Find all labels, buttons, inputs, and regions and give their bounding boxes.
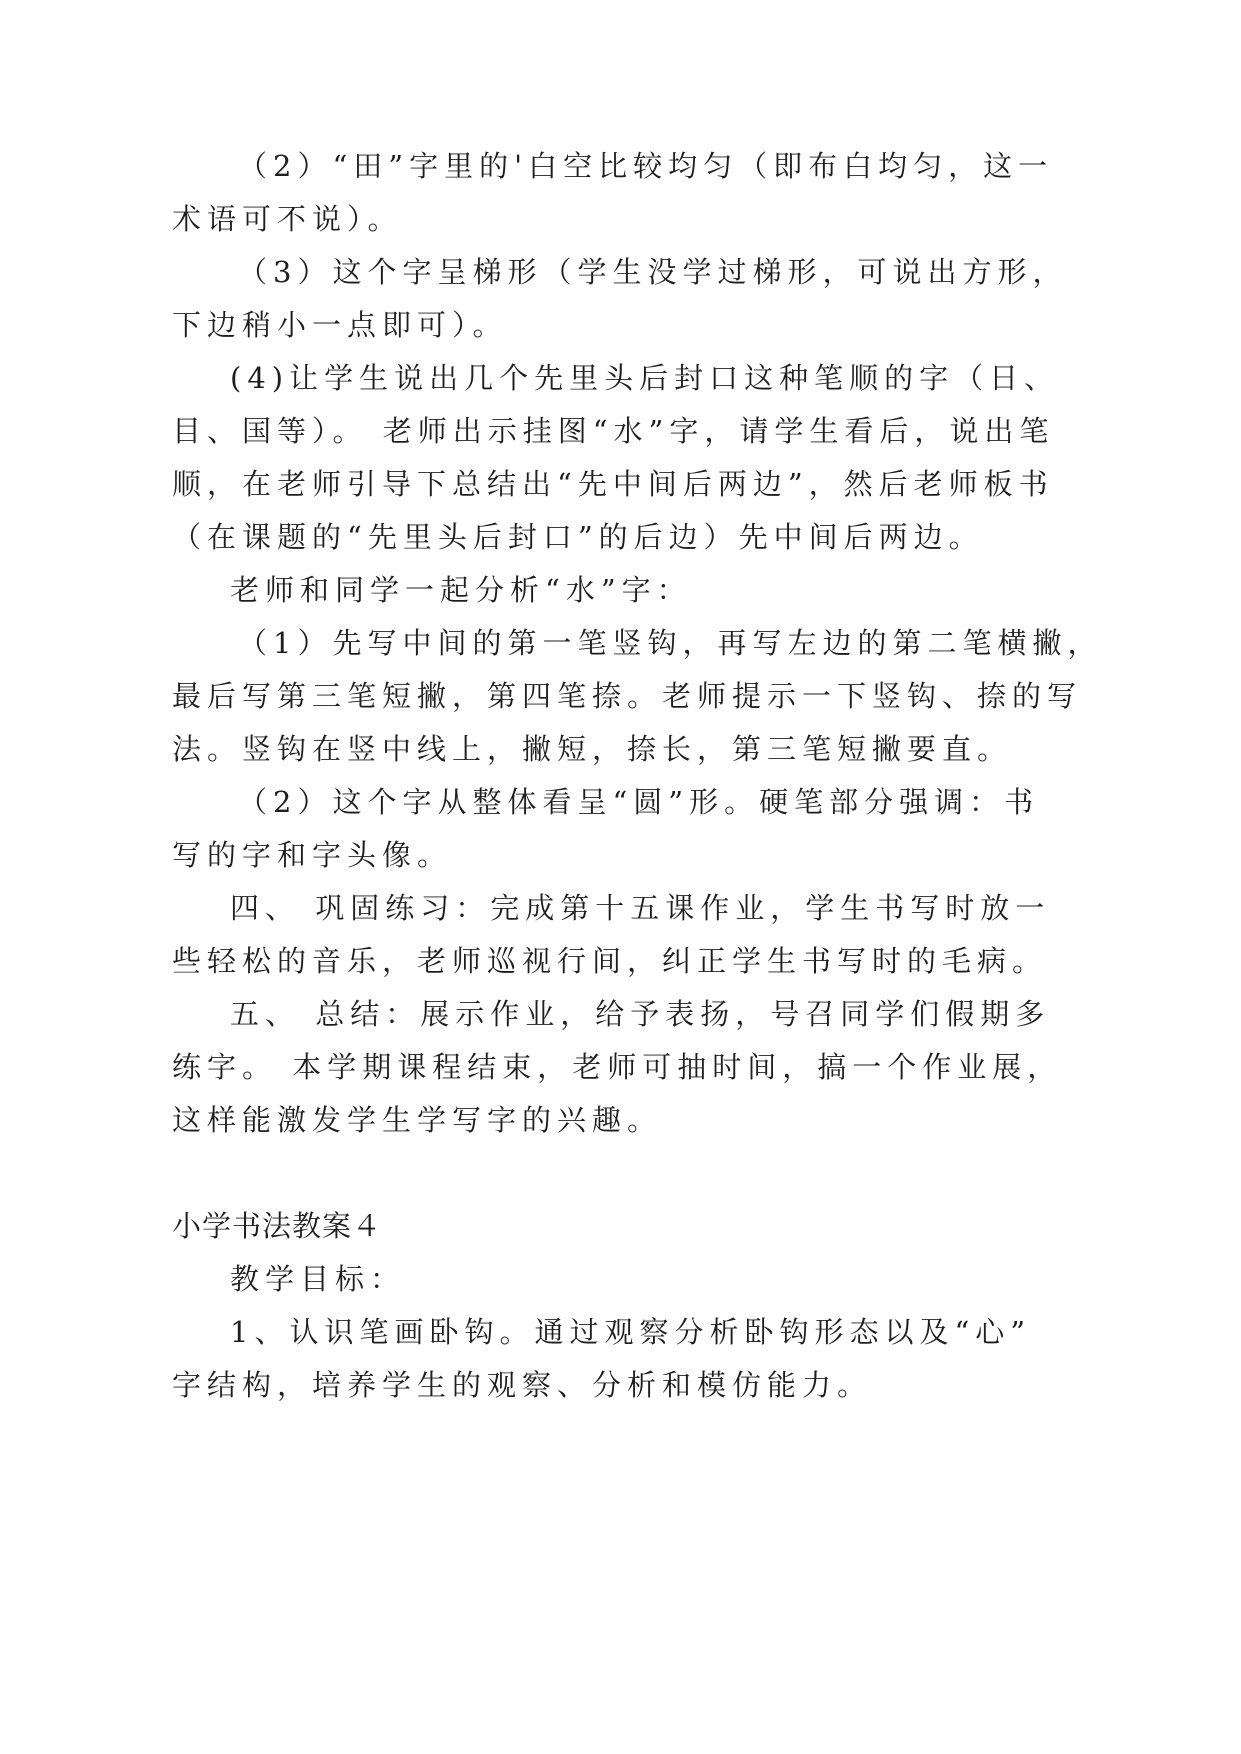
paragraph-line: 顺，在老师引导下总结出“先中间后两边”，然后老师板书 bbox=[172, 467, 1054, 501]
paragraph-line: 下边稍小一点即可）。 bbox=[172, 308, 508, 342]
paragraph-line: （在课题的“先里头后封口”的后边）先中间后两边。 bbox=[172, 520, 984, 554]
paragraph-line: 写的字和字头像。 bbox=[172, 838, 453, 872]
paragraph-line: （1）先写中间的第一笔竖钩，再写左边的第二笔横撇， bbox=[238, 626, 1103, 660]
section-title: 小学书法教案４ bbox=[172, 1209, 383, 1243]
paragraph-line: 些轻松的音乐，老师巡视行间，纠正学生书写时的毛病。 bbox=[172, 944, 1048, 978]
paragraph-line: (4)让学生说出几个先里头后封口这种笔顺的字（日、 bbox=[230, 361, 1060, 395]
paragraph-line: （2）这个字从整体看呈“圆”形。硬笔部分强调：书 bbox=[238, 785, 1040, 819]
paragraph-line: 五、 总结：展示作业，给予表扬，号召同学们假期多 bbox=[230, 997, 1051, 1031]
paragraph-line: 目、国等）。 老师出示挂图“水”字，请学生看后，说出笔 bbox=[172, 414, 1055, 448]
paragraph-line: （3）这个字呈梯形（学生没学过梯形，可说出方形， bbox=[238, 255, 1068, 289]
paragraph-line: 老师和同学一起分析“水”字： bbox=[230, 573, 692, 607]
paragraph-line: （2）“田”字里的'白空比较均匀（即布白均匀，这一 bbox=[238, 149, 1054, 183]
paragraph-line: 最后写第三笔短撇，第四笔捺。老师提示一下竖钩、捺的写 bbox=[172, 679, 1083, 713]
paragraph-line: 1、认识笔画卧钩。通过观察分析卧钩形态以及“心” bbox=[230, 1315, 1032, 1349]
paragraph-line: 字结构，培养学生的观察、分析和模仿能力。 bbox=[172, 1368, 873, 1402]
paragraph-line: 四、 巩固练习：完成第十五课作业，学生书写时放一 bbox=[230, 891, 1051, 925]
paragraph-line: 练字。 本学期课程结束，老师可抽时间，搞一个作业展， bbox=[172, 1050, 1063, 1084]
paragraph-line: 术语可不说）。 bbox=[172, 202, 403, 236]
paragraph-line: 法。竖钩在竖中线上，撇短，捺长，第三笔短撇要直。 bbox=[172, 732, 1013, 766]
paragraph-line: 教学目标： bbox=[230, 1262, 406, 1296]
paragraph-line: 这样能激发学生学写字的兴趣。 bbox=[172, 1103, 663, 1137]
